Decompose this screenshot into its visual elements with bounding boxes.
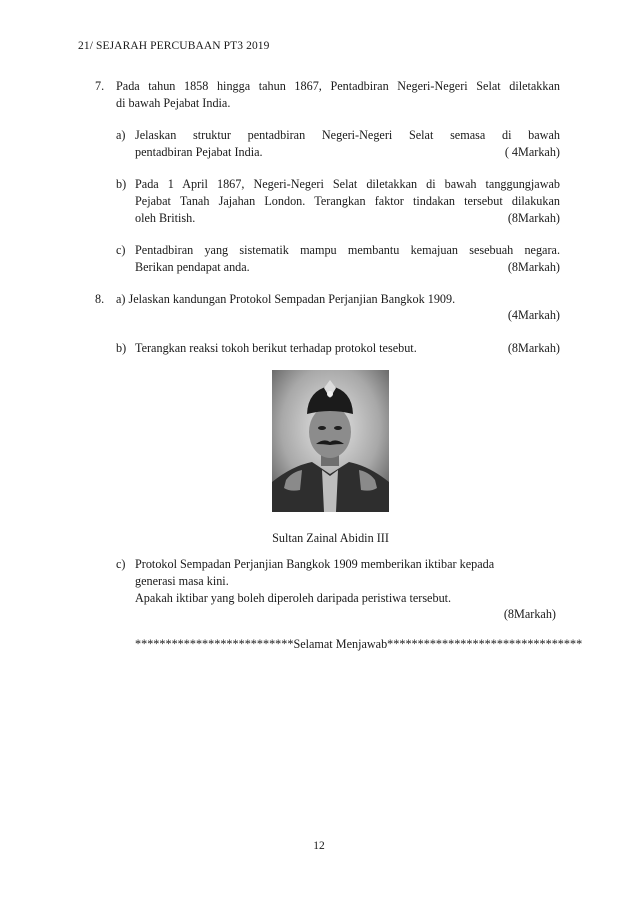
q8c-line2: generasi masa kini. xyxy=(135,574,229,588)
q7b-line2: Pejabat Tanah Jajahan London. Terangkan faktor tindakan tersebut dilakukan xyxy=(135,194,560,208)
q7c-line2: Berikan pendapat anda. xyxy=(135,260,250,274)
q8a-text: a) Jelaskan kandungan Protokol Sempadan Perjanjian Bangkok 1909. xyxy=(116,292,456,306)
q7b-label: b) xyxy=(116,177,127,191)
q8a-marks: (4Markah) xyxy=(507,308,560,322)
q7a-line2: pentadbiran Pejabat India. xyxy=(135,145,263,159)
closing-line: **************************Selamat Menjawab******************************** xyxy=(135,637,583,651)
question-7-number: 7. xyxy=(95,79,105,93)
q8b-marks: (8Markah) xyxy=(507,341,560,355)
q7a-line1: Jelaskan struktur pentadbiran Negeri-Negeri Selat semasa di bawah xyxy=(135,128,560,142)
q8b-text: Terangkan reaksi tokoh berikut terhadap protokol tesebut. xyxy=(135,341,417,355)
q7c-marks: (8Markah) xyxy=(507,260,560,274)
portrait-photo xyxy=(272,370,389,512)
q7b-line3: oleh British. xyxy=(135,211,196,225)
question-8-number: 8. xyxy=(95,292,105,306)
q8c-label: c) xyxy=(116,557,126,571)
q7c-line1: Pentadbiran yang sistematik mampu membantu kemajuan sesebuah negara. xyxy=(135,243,560,257)
q7a-marks: ( 4Markah) xyxy=(504,145,560,159)
question-7-intro-line2: di bawah Pejabat India. xyxy=(116,96,231,110)
q8c-line1: Protokol Sempadan Perjanjian Bangkok 1909 memberikan iktibar kepada xyxy=(135,557,495,571)
portrait-caption: Sultan Zainal Abidin III xyxy=(272,531,389,545)
question-7-intro-line1: Pada tahun 1858 hingga tahun 1867, Pentadbiran Negeri-Negeri Selat diletakkan xyxy=(116,79,560,93)
q7b-line1: Pada 1 April 1867, Negeri-Negeri Selat diletakkan di bawah tanggungjawab xyxy=(135,177,560,191)
q8b-label: b) xyxy=(116,341,127,355)
q8c-marks: (8Markah) xyxy=(503,607,556,621)
q7a-label: a) xyxy=(116,128,126,142)
q7c-label: c) xyxy=(116,243,126,257)
q8c-line3: Apakah iktibar yang boleh diperoleh daripada peristiwa tersebut. xyxy=(135,591,452,605)
q7b-marks: (8Markah) xyxy=(507,211,560,225)
page-number: 12 xyxy=(313,840,325,852)
page-header: 21/ SEJARAH PERCUBAAN PT3 2019 xyxy=(78,40,270,52)
